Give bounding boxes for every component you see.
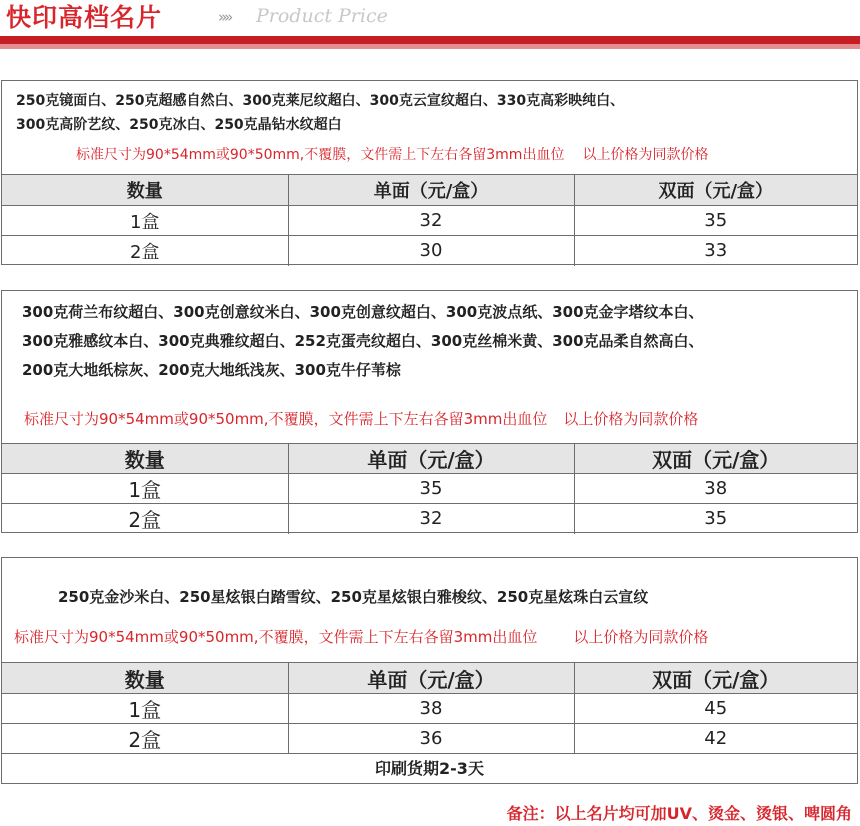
double-price-cell: 45 [574,694,857,724]
column-header-double: 双面（元/盒） [574,663,857,694]
qty-cell: 2盒 [2,236,288,266]
column-header-single: 单面（元/盒） [288,444,574,474]
size-note [24,408,698,430]
paper-list-line: 200克大地纸棕灰、200克大地纸浅灰、300克牛仔苇棕 [22,361,401,379]
product-block-1 [1,80,858,265]
price-note-text: 以上价格为同款价格 [563,410,699,428]
paper-list-line: 300克雅感纹本白、300克典雅纹超白、252克蛋壳纹超白、300克丝棉米黄、300克品柔自然高白、 [22,332,704,350]
table-row [2,236,857,266]
qty-cell: 2盒 [2,504,288,534]
table-row [2,724,857,754]
column-header-double: 双面（元/盒） [574,444,857,474]
single-price-cell: 38 [288,694,574,724]
single-price-cell: 35 [288,474,574,504]
price-note-text: 以上价格为同款价格 [582,147,709,163]
single-price-cell: 36 [288,724,574,754]
paper-list-line: 300克荷兰布纹超白、300克创意纹米白、300克创意纹超白、300克波点纸、300克金字塔纹本白、 [22,303,704,321]
double-price-cell: 35 [574,504,857,534]
footer-note: 备注：以上名片均可加UV、烫金、烫银、啤圆角 [506,804,852,823]
column-header-qty: 数量 [2,663,288,694]
delivery-time: 印刷货期2-3天 [2,753,857,783]
double-chevron-icon: »» [218,8,231,26]
page-subtitle: Product Price [256,5,388,27]
page-title: 快印高档名片 [6,3,163,32]
table-header-row [2,444,857,474]
qty-cell: 1盒 [2,474,288,504]
single-price-cell: 30 [288,236,574,266]
table-header-row [2,175,857,206]
single-price-cell: 32 [288,206,574,236]
price-table [2,443,857,534]
price-table [2,174,857,266]
double-price-cell: 42 [574,724,857,754]
table-row [2,504,857,534]
header-divider-light [0,44,860,49]
qty-cell: 1盒 [2,694,288,724]
table-row [2,206,857,236]
paper-list-line: 300克高阶艺纹、250克冰白、250克晶钻水纹超白 [16,117,342,133]
single-price-cell: 32 [288,504,574,534]
column-header-double: 双面（元/盒） [574,175,857,206]
page-header [0,0,860,60]
column-header-qty: 数量 [2,444,288,474]
paper-list-line: 250克镜面白、250克超感自然白、300克莱尼纹超白、300克云宣纹超白、330克高彩映纯白、 [16,93,625,109]
header-divider-dark [0,36,860,44]
size-note [14,626,708,648]
qty-cell: 2盒 [2,724,288,754]
price-table [2,662,857,754]
paper-list-line: 250克金沙米白、250星炫银白踏雪纹、250克星炫银白雅梭纹、250克星炫珠白云宣纹 [58,588,649,606]
double-price-cell: 35 [574,206,857,236]
size-note-text: 标准尺寸为90*54mm或90*50mm,不覆膜，文件需上下左右各留3mm出血位 [76,147,565,163]
price-note-text: 以上价格为同款价格 [573,628,709,646]
size-note-text: 标准尺寸为90*54mm或90*50mm,不覆膜，文件需上下左右各留3mm出血位 [14,628,538,646]
column-header-single: 单面（元/盒） [288,663,574,694]
table-header-row [2,663,857,694]
table-row [2,474,857,504]
size-note [76,145,708,165]
double-price-cell: 33 [574,236,857,266]
table-row [2,694,857,724]
double-price-cell: 38 [574,474,857,504]
product-block-2 [1,290,858,533]
column-header-single: 单面（元/盒） [288,175,574,206]
product-block-3 [1,557,858,784]
size-note-text: 标准尺寸为90*54mm或90*50mm,不覆膜，文件需上下左右各留3mm出血位 [24,410,548,428]
column-header-qty: 数量 [2,175,288,206]
qty-cell: 1盒 [2,206,288,236]
